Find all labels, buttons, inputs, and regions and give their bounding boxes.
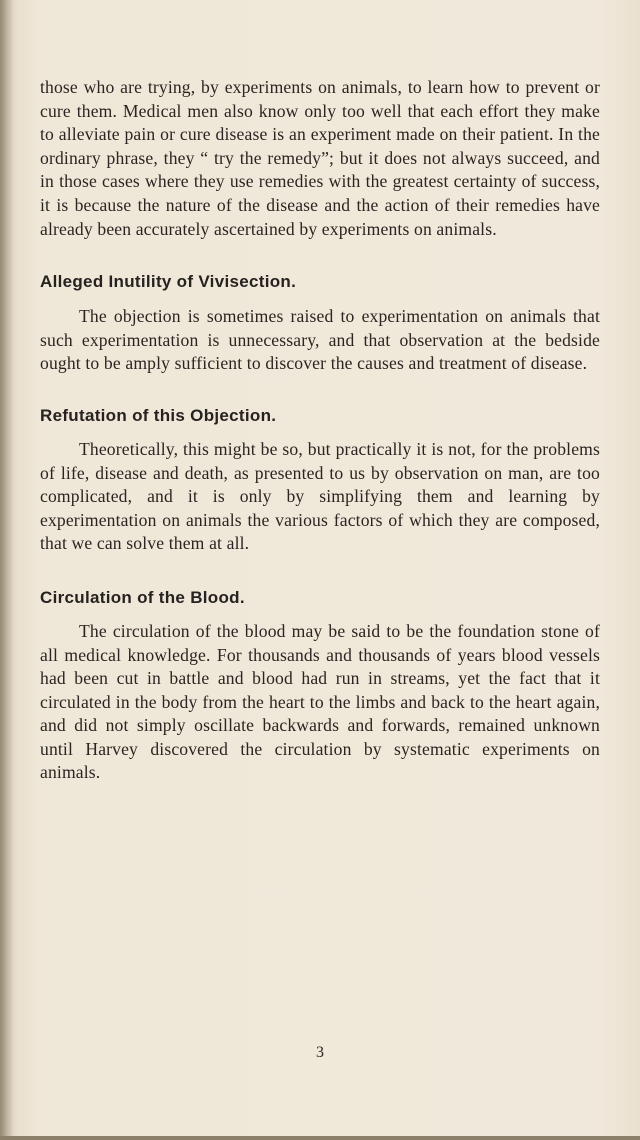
page-body [40, 76, 600, 785]
paragraph-objection: The objection is sometimes raised to experimentation on animals that such experimentation is unnecessary, and that observation at the bedside ought to be amply sufficient to discover the causes and treatment of disease. [40, 306, 600, 374]
continued-paragraph: those who are trying, by experiments on animals, to learn how to prevent or cure them. Medical men also know only too well that each effort they make to alleviate pain or cure disease is an experiment made on their patient. In the ordinary phrase, they “ try the remedy”; but it does not always succeed, and in those cases where they use remedies with the greatest certainty of success, it is because the nature of the disease and the action of their remedies have already been accurately ascertained by experiments on animals. [40, 77, 600, 239]
paragraph-refutation: Theoretically, this might be so, but practically it is not, for the problems of life, disease and death, as presented to us by observation on man, are too complicated, and it is only by simplifying them and learning by experimentation on animals the various factors of which they are composed, that we can solve them at all. [40, 438, 600, 554]
paragraph-circulation: The circulation of the blood may be said to be the foundation stone of all medical knowledge. For thousands and thousands of years blood vessels had been cut in battle and blood had run in streams, yet the fact that it circulated in the body from the heart to the limbs and back to the heart again, and did not simply oscillate backwards and forwards, remained unknown until Harvey discovered the circulation by systematic experiments on animals. [40, 620, 600, 783]
page-number: 3 [316, 1044, 324, 1061]
section-heading-circulation: Circulation of the Blood. [40, 587, 245, 607]
section-heading-alleged-inutility: Alleged Inutility of Vivisection. [40, 272, 297, 292]
page-bottom-edge [0, 1136, 640, 1140]
section-heading-refutation: Refutation of this Objection. [40, 405, 277, 425]
binding-gutter-shadow [0, 0, 14, 1140]
